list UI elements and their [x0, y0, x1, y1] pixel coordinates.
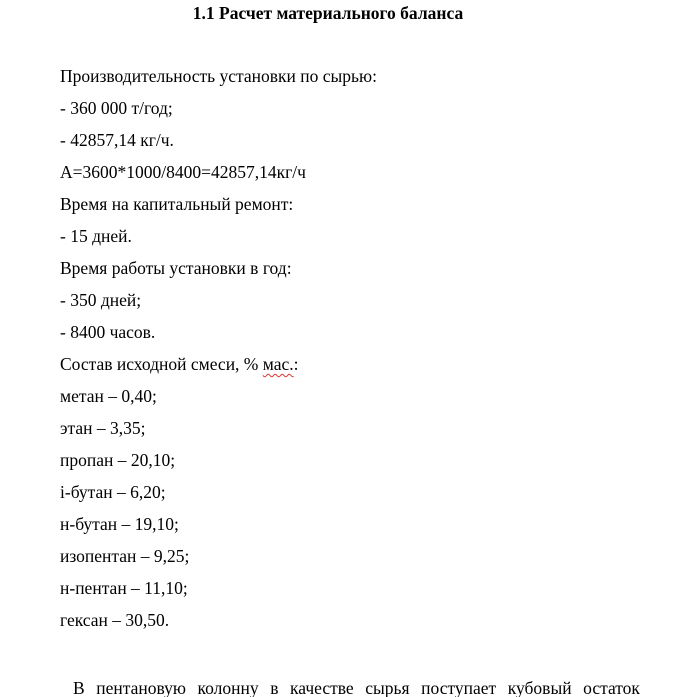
paragraph-word: остаток — [583, 678, 640, 697]
paragraph-word: качестве — [290, 678, 354, 697]
capacity-per-hour: - 42857,14 кг/ч. — [60, 130, 174, 150]
capacity-label: Производительность установки по сырью: — [60, 66, 377, 86]
paragraph-word: В — [73, 678, 85, 697]
section-heading: 1.1 Расчет материального баланса — [192, 3, 464, 23]
paragraph-word: сырья — [365, 678, 410, 697]
component-methane: метан – 0,40; — [60, 386, 157, 406]
capacity-per-year: - 360 000 т/год; — [60, 98, 173, 118]
operating-time-label: Время работы установки в год: — [60, 258, 292, 278]
document-body — [60, 64, 377, 640]
capacity-formula: А=3600*1000/8400=42857,14кг/ч — [60, 162, 306, 182]
component-propane: пропан – 20,10; — [60, 450, 176, 470]
repair-time-days: - 15 дней. — [60, 226, 132, 246]
component-ethane: этан – 3,35; — [60, 418, 146, 438]
repair-time-label: Время на капитальный ремонт: — [60, 194, 294, 214]
paragraph-word: колонну — [197, 678, 259, 697]
paragraph-first-line — [73, 675, 640, 697]
component-isopentane: изопентан – 9,25; — [60, 546, 190, 566]
paragraph-word: кубовый — [507, 678, 572, 697]
component-n-pentane: н-пентан – 11,10; — [60, 578, 188, 598]
composition-label-colon: : — [293, 354, 299, 374]
component-n-butane: н-бутан – 19,10; — [60, 514, 179, 534]
operating-days: - 350 дней; — [60, 290, 142, 310]
paragraph-word: в — [270, 678, 279, 697]
paragraph-word: поступает — [421, 678, 497, 697]
composition-label — [60, 352, 377, 384]
body-paragraph — [60, 675, 640, 697]
component-isobutane: i-бутан – 6,20; — [60, 482, 166, 502]
spellcheck-underlined-word: мас. — [262, 354, 294, 374]
component-hexane: гексан – 30,50. — [60, 610, 170, 630]
operating-hours: - 8400 часов. — [60, 322, 156, 342]
composition-label-text: Состав исходной смеси, % — [60, 354, 263, 374]
spellcheck-underlined-word: пентановую — [96, 678, 186, 697]
